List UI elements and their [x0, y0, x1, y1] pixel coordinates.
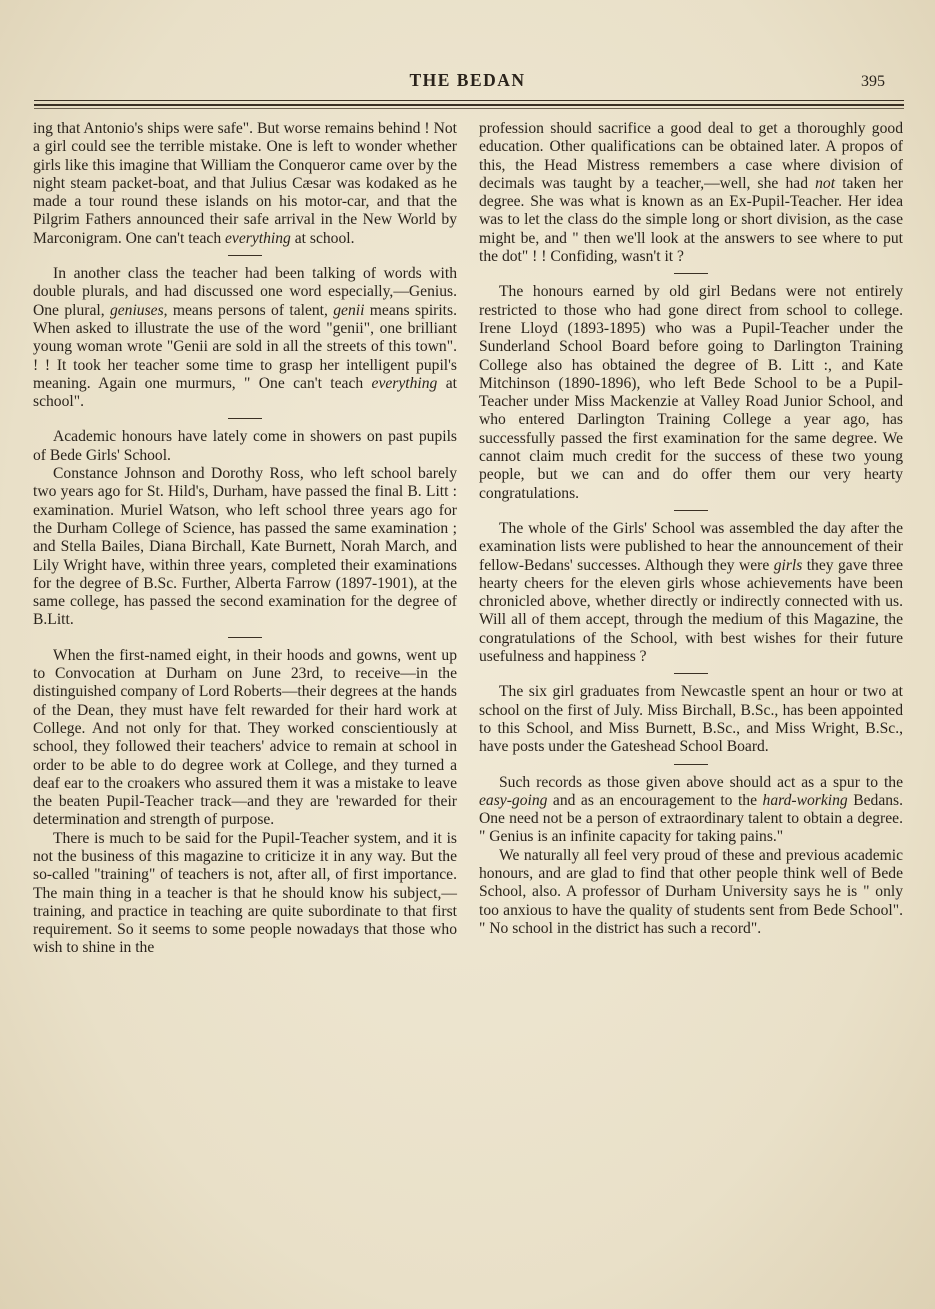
text-run: taken her degree. She was what is known as an Ex-Pupil-Teacher. Her idea was to let the class do the simple long or short division, as the case might be, and " then we'll look at the answers to see where to put the dot" ! ! Confiding, wasn't it ? [479, 174, 903, 266]
paragraph: The honours earned by old girl Bedans were not entirely restricted to those who had gone direct from school to college. Irene Lloyd (1893-1895) who was a Pupil-Teacher under the Sunderland School Board before going to Darlington Training College also has obtained the degree of B. Litt :, and Kate Mitchinson (1890-1896), who left Bede School to be a Pupil-Teacher under Miss Mackenzie at Valley Road Junior School, and who entered Darlington Training College a year ago, has successfully passed the first examination for the same degree. We cannot claim much credit for the success of these two young people, but we can and do offer them our very hearty congratulations. [479, 283, 903, 502]
text-run: means spirits. When asked to illustrate the use of the word "genii", one brilliant young woman wrote "Genii are sold in all the streets of this town". ! ! It took her teacher some time to grasp her intelligent pupil's meaning. Again one murmurs, " One can't teach [33, 301, 457, 392]
right-column [479, 120, 903, 938]
text-run: at school". [33, 374, 457, 411]
text-run: ing that Antonio's ships were safe". But worse remains behind ! Not a girl could see the terrible mistake. One is left to wonder whether girls like this imagine that William the Conqueror came over by the night steam packet-boat, and that Julius Cæsar was kodaked as he made a tour round these islands on his motor-car, and that the Pilgrim Fathers announced their safe arrival in the New World by Marconigram. One can't teach [33, 120, 457, 247]
text-run: at school. [290, 229, 355, 247]
section-divider [228, 255, 262, 256]
paragraph: Constance Johnson and Dorothy Ross, who left school barely two years ago for St. Hild's, Durham, have passed the final B. Litt : examination. Muriel Watson, who left school three years ago for the Durham College of Science, has passed the same examination ; and Stella Bailes, Diana Birchall, Kate Burnett, Norah March, and Lily Wright have, within three years, completed their examinations for the degree of B.Sc. Further, Alberta Farrow (1897-1901), at the same college, has passed the second examination for the degree of B.Litt. [33, 465, 457, 629]
paragraph: When the first-named eight, in their hoods and gowns, went up to Convocation at Durham on June 23rd, to receive—in the distinguished company of Lord Roberts—their degrees at the hands of the Dean, they must have felt rewarded for their hard work at College. And not only for that. They worked conscientiously at school, they followed their teachers' advice to remain at school in order to be able to do degree work at College, and they turned a deaf ear to the croakers who assured them it was a mistake to leave the beaten Pupil-Teacher track—and they are 'rewarded for their determination and strength of purpose. [33, 646, 457, 829]
italic-text: geniuses [109, 301, 164, 319]
running-head [0, 69, 935, 95]
text-run: Such records as those given above should act as a spur to the [499, 773, 903, 791]
paragraph [479, 774, 903, 847]
section-divider [674, 273, 708, 274]
paragraph [479, 120, 903, 266]
header-rule [34, 100, 904, 106]
running-title: THE BEDAN [409, 70, 526, 90]
section-divider [228, 637, 262, 638]
section-divider [674, 510, 708, 511]
paragraph [479, 520, 903, 666]
paragraph [33, 265, 457, 411]
paragraph: Academic honours have lately come in showers on past pupils of Bede Girls' School. [33, 428, 457, 464]
italic-text: easy-going [479, 791, 548, 809]
text-run: Bedans. One need not be a person of extraordinary talent to obtain a degree. " Genius is an infinite capacity for taking pains." [479, 791, 903, 846]
text-run: and as an encouragement to the [547, 791, 763, 809]
italic-text: not [815, 174, 836, 192]
section-divider [228, 418, 262, 419]
paragraph [33, 120, 457, 248]
text-run: In another class the teacher had been talking of words with double plurals, and had discussed one word especially,—Genius. One plural, [33, 265, 457, 319]
text-run: profession should sacrifice a good deal to get a thoroughly good education. Other qualifications can be obtained later. A propos of this, the Head Mistress remembers a case where division of decimals was taught by a teacher,—well, she had [479, 120, 903, 192]
italic-text: genii [333, 301, 365, 319]
paragraph: We naturally all feel very proud of these and previous academic honours, and are glad to find that other people think well of Bede School, also. A professor of Durham University says he is " only too anxious to have the quality of students sent from Bede School". " No school in the district has such a record". [479, 846, 903, 937]
italic-text: everything [371, 374, 438, 392]
left-column [33, 120, 457, 958]
page-number: 395 [861, 73, 885, 90]
section-divider [674, 673, 708, 674]
text-run: they gave three hearty cheers for the eleven girls whose achievements have been chronicled above, whether directly or indirectly connected with us. Will all of them accept, through the medium of this Magazine, the congratulations of the School, with best wishes for their future usefulness and happiness ? [479, 556, 903, 666]
italic-text: hard-working [762, 791, 848, 809]
section-divider [674, 764, 708, 765]
italic-text: girls [773, 556, 803, 574]
header-rule-thin [34, 108, 904, 109]
text-run: , means persons of talent, [163, 301, 334, 319]
italic-text: everything [225, 229, 291, 247]
paragraph: The six girl graduates from Newcastle spent an hour or two at school on the first of July. Miss Birchall, B.Sc., has been appointed to this School, and Miss Burnett, B.Sc., and Miss Wright, B.Sc., have posts under the Gateshead School Board. [479, 683, 903, 756]
text-run: The whole of the Girls' School was assembled the day after the examination lists were published to hear the announcement of their fellow-Bedans' successes. Although they were [479, 519, 903, 574]
paragraph: There is much to be said for the Pupil-Teacher system, and it is not the business of this magazine to criticize it in any way. But the so-called "training" of teachers is not, after all, of first importance. The main thing in a teacher is that he should know his subject,—training, and practice in teaching are quite subordinate to that first requirement. So it seems to some people nowadays that those who wish to shine in the [33, 829, 457, 957]
